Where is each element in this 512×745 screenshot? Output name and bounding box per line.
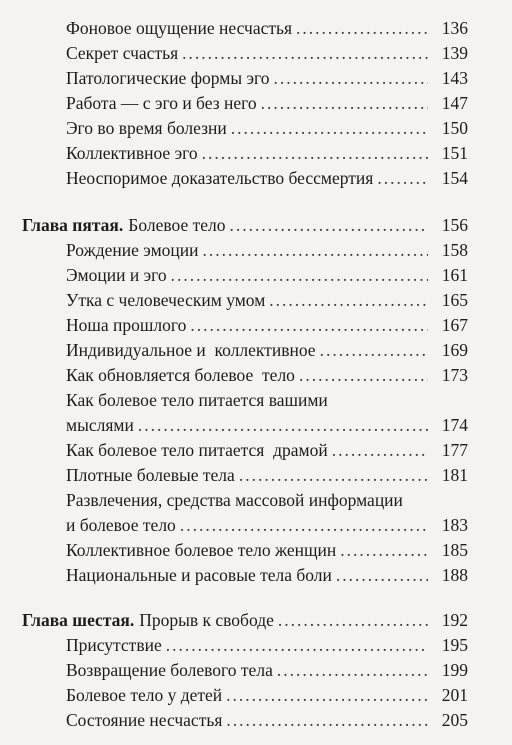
dot-leader [299, 363, 428, 387]
toc-entry-title: Коллективное эго [66, 143, 198, 163]
toc-entry [0, 538, 512, 562]
toc-page-number: 188 [441, 565, 468, 585]
toc-entry [0, 166, 512, 190]
toc-entry-title: Возвращение болевого тела [66, 660, 273, 680]
toc-entry-title: Индивидуальное и коллективное [66, 340, 316, 360]
dot-leader [182, 41, 428, 65]
toc-entry-line [0, 488, 512, 512]
chapter-title: Прорыв к свободе [139, 610, 274, 630]
toc-page-number: 150 [441, 118, 468, 138]
toc-page-number: 143 [441, 68, 468, 88]
toc-entry [0, 658, 512, 682]
toc-page-number: 161 [441, 265, 468, 285]
dot-leader [320, 338, 428, 362]
dot-leader [296, 16, 428, 40]
toc-entry-title: Утка с человеческим умом [66, 290, 266, 310]
toc-entry-title: Рождение эмоции [66, 240, 199, 260]
chapter-heading [0, 213, 512, 237]
toc-entry [0, 438, 512, 462]
toc-entry-title-line1: Как болевое тело питается вашими [66, 390, 328, 410]
dot-leader [231, 116, 428, 140]
toc-entry-title: мыслями [66, 415, 134, 435]
toc-page-number: 154 [441, 168, 468, 188]
toc-page-number: 183 [441, 515, 468, 535]
dot-leader [190, 313, 428, 337]
dot-leader [203, 238, 428, 262]
toc-entry-title: Патологические формы эго [66, 68, 270, 88]
dot-leader [226, 708, 428, 732]
dot-leader [166, 633, 428, 657]
dot-leader [229, 213, 428, 237]
chapter-label: Глава пятая. [22, 215, 124, 235]
toc-page-number: 151 [441, 143, 468, 163]
toc-entry [0, 338, 512, 362]
toc-entry-title: Состояние несчастья [66, 710, 223, 730]
toc-entry [0, 463, 512, 487]
toc-page-number: 158 [441, 240, 468, 260]
dot-leader [332, 438, 428, 462]
toc-entry [0, 41, 512, 65]
toc-page-number: 147 [441, 93, 468, 113]
toc-entry [0, 91, 512, 115]
toc-entry-title: Эго во время болезни [66, 118, 227, 138]
toc-entry [0, 288, 512, 312]
toc-page-number: 181 [441, 465, 468, 485]
dot-leader [171, 263, 428, 287]
toc-page-number: 167 [441, 315, 468, 335]
toc-entry-title: Плотные болевые тела [66, 465, 235, 485]
dot-leader [278, 608, 428, 632]
dot-leader [340, 538, 428, 562]
toc-page-number: 201 [441, 685, 468, 705]
toc-page-number: 169 [441, 340, 468, 360]
toc-entry-title: Фоновое ощущение несчастья [66, 18, 293, 38]
toc-entry [0, 363, 512, 387]
dot-leader [336, 563, 428, 587]
toc-entry-title: Секрет счастья [66, 43, 179, 63]
toc-page-number: 174 [441, 415, 468, 435]
toc-entry [0, 313, 512, 337]
toc-page-number: 139 [441, 43, 468, 63]
toc-entry [0, 708, 512, 732]
toc-page-number: 199 [441, 660, 468, 680]
toc-entry [0, 263, 512, 287]
toc-entry [0, 563, 512, 587]
toc-entry [0, 141, 512, 165]
toc-entry-title: Болевое тело у детей [66, 685, 223, 705]
chapter-title: Болевое тело [128, 215, 226, 235]
toc-entry [0, 683, 512, 707]
toc-page-number: 156 [441, 215, 468, 235]
toc-page-number: 205 [441, 710, 468, 730]
toc-entry [0, 16, 512, 40]
toc-entry-title: Как болевое тело питается драмой [66, 440, 328, 460]
dot-leader [202, 141, 428, 165]
toc-entry [0, 238, 512, 262]
toc-entry-title: Неоспоримое доказательство бессмертия [66, 168, 374, 188]
toc-page-number: 177 [441, 440, 468, 460]
chapter-label: Глава шестая. [22, 610, 135, 630]
toc-page-number: 165 [441, 290, 468, 310]
dot-leader [273, 66, 428, 90]
dot-leader [180, 513, 428, 537]
toc-page-number: 195 [441, 635, 468, 655]
toc-entry-title: Работа — с эго и без него [66, 93, 257, 113]
toc-entry-title: и болевое тело [66, 515, 176, 535]
toc-entry [0, 633, 512, 657]
toc-page-number: 136 [441, 18, 468, 38]
dot-leader [277, 658, 428, 682]
toc-entry [0, 116, 512, 140]
toc-entry-title: Национальные и расовые тела боли [66, 565, 332, 585]
toc-entry-title: Эмоции и эго [66, 265, 167, 285]
toc-entry-title-line1: Развлечения, средства массовой информации [66, 490, 403, 510]
dot-leader [138, 413, 428, 437]
dot-leader [269, 288, 428, 312]
toc-entry-title: Как обновляется болевое тело [66, 365, 295, 385]
toc-entry-title: Коллективное болевое тело женщин [66, 540, 337, 560]
toc-entry-line [0, 388, 512, 412]
chapter-heading [0, 608, 512, 632]
toc-page-number: 173 [441, 365, 468, 385]
dot-leader [226, 683, 428, 707]
dot-leader [261, 91, 428, 115]
toc-entry [0, 66, 512, 90]
toc-page-number: 185 [441, 540, 468, 560]
dot-leader [239, 463, 428, 487]
toc-page-number: 192 [441, 610, 468, 630]
dot-leader [377, 166, 428, 190]
toc-entry-title: Ноша прошлого [66, 315, 187, 335]
toc-entry-title: Присутствие [66, 635, 162, 655]
toc-entry [0, 513, 512, 537]
toc-entry [0, 413, 512, 437]
